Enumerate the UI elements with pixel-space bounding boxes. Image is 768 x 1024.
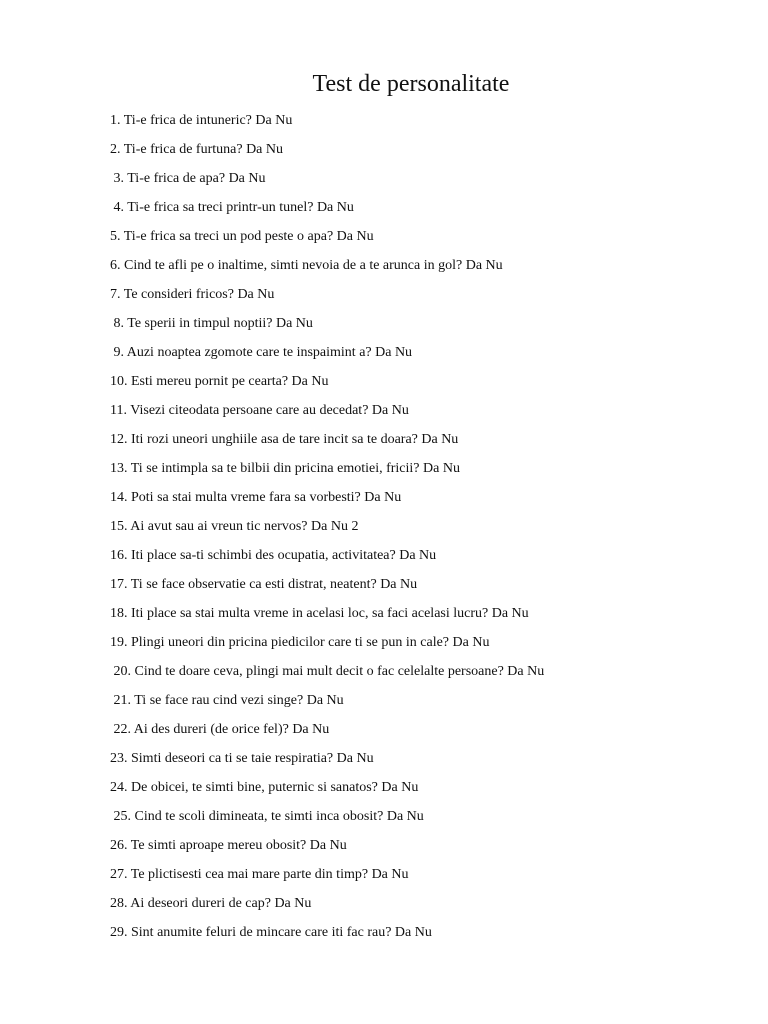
question-item: 25. Cind te scoli dimineata, te simti inca obosit? Da Nu bbox=[110, 809, 424, 824]
question-item: 21. Ti se face rau cind vezi singe? Da Nu bbox=[110, 693, 344, 708]
question-item: 19. Plingi uneori din pricina piedicilor care ti se pun in cale? Da Nu bbox=[110, 635, 490, 650]
question-item: 12. Iti rozi uneori unghiile asa de tare incit sa te doara? Da Nu bbox=[110, 432, 459, 447]
question-item: 23. Simti deseori ca ti se taie respiratia? Da Nu bbox=[110, 751, 374, 766]
question-item: 1. Ti-e frica de intuneric? Da Nu bbox=[110, 113, 293, 128]
question-item: 14. Poti sa stai multa vreme fara sa vorbesti? Da Nu bbox=[110, 490, 402, 505]
question-item: 2. Ti-e frica de furtuna? Da Nu bbox=[110, 142, 284, 157]
question-item: 11. Visezi citeodata persoane care au decedat? Da Nu bbox=[110, 403, 409, 418]
question-item: 24. De obicei, te simti bine, puternic si sanatos? Da Nu bbox=[110, 780, 419, 795]
question-item: 8. Te sperii in timpul noptii? Da Nu bbox=[110, 316, 313, 331]
question-item: 27. Te plictisesti cea mai mare parte din timp? Da Nu bbox=[110, 867, 409, 882]
question-list bbox=[110, 106, 544, 947]
question-item: 15. Ai avut sau ai vreun tic nervos? Da Nu 2 bbox=[110, 519, 359, 534]
page-title: Test de personalitate bbox=[312, 71, 510, 97]
question-item: 18. Iti place sa stai multa vreme in acelasi loc, sa faci acelasi lucru? Da Nu bbox=[110, 606, 529, 621]
question-item: 22. Ai des dureri (de orice fel)? Da Nu bbox=[110, 722, 330, 737]
question-item: 3. Ti-e frica de apa? Da Nu bbox=[110, 171, 266, 186]
question-item: 17. Ti se face observatie ca esti distrat, neatent? Da Nu bbox=[110, 577, 418, 592]
question-item: 9. Auzi noaptea zgomote care te inspaimint a? Da Nu bbox=[110, 345, 413, 360]
question-item: 6. Cind te afli pe o inaltime, simti nevoia de a te arunca in gol? Da Nu bbox=[110, 258, 503, 273]
question-item: 20. Cind te doare ceva, plingi mai mult decit o fac celelalte persoane? Da Nu bbox=[110, 664, 545, 679]
question-item: 10. Esti mereu pornit pe cearta? Da Nu bbox=[110, 374, 329, 389]
question-item: 29. Sint anumite feluri de mincare care iti fac rau? Da Nu bbox=[110, 925, 432, 940]
question-item: 5. Ti-e frica sa treci un pod peste o apa? Da Nu bbox=[110, 229, 374, 244]
question-item: 13. Ti se intimpla sa te bilbii din pricina emotiei, fricii? Da Nu bbox=[110, 461, 460, 476]
question-item: 28. Ai deseori dureri de cap? Da Nu bbox=[110, 896, 312, 911]
question-item: 16. Iti place sa-ti schimbi des ocupatia, activitatea? Da Nu bbox=[110, 548, 437, 563]
question-item: 26. Te simti aproape mereu obosit? Da Nu bbox=[110, 838, 347, 853]
question-item: 4. Ti-e frica sa treci printr-un tunel? Da Nu bbox=[110, 200, 354, 215]
question-item: 7. Te consideri fricos? Da Nu bbox=[110, 287, 275, 302]
